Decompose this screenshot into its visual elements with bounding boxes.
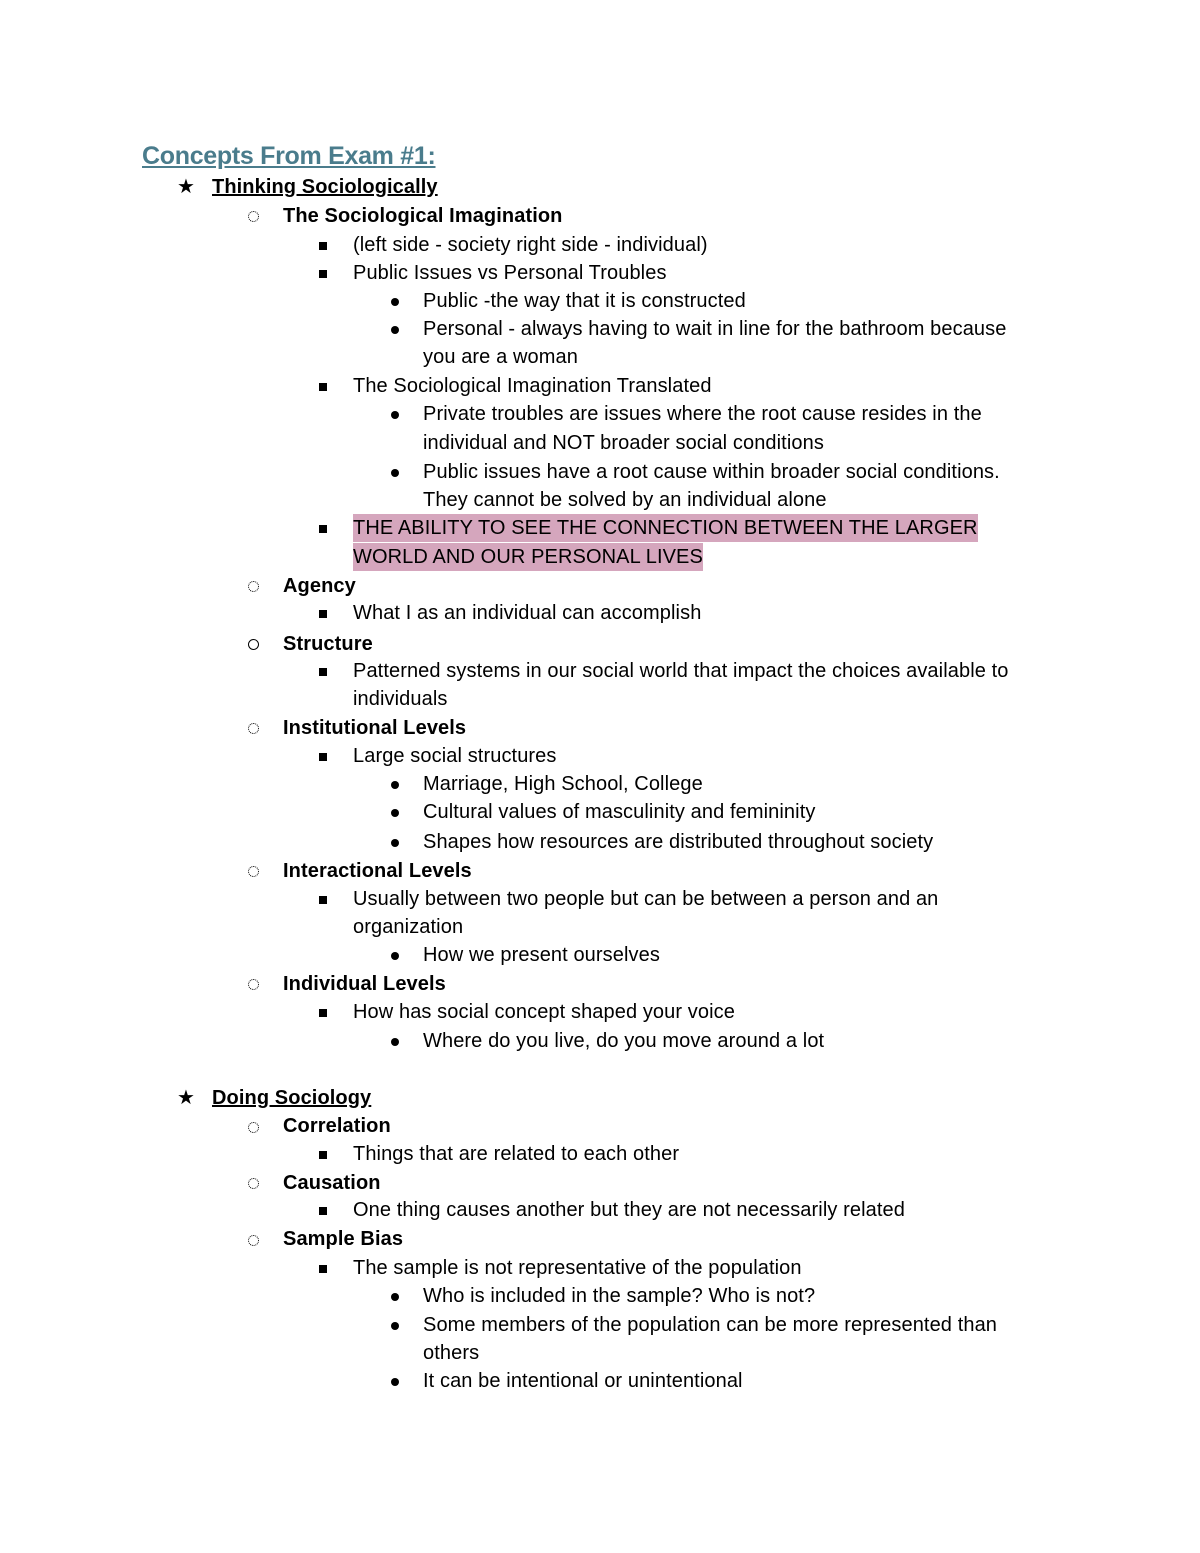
list-item-continuation: individual and NOT broader social conditions — [423, 432, 824, 454]
list-item: Public Issues vs Personal Troubles — [353, 262, 667, 284]
dot-bullet-icon — [391, 1038, 399, 1046]
list-item: Personal - always having to wait in line for the bathroom because — [423, 318, 1007, 340]
dot-bullet-icon — [391, 1322, 399, 1330]
square-bullet-icon — [319, 525, 327, 533]
section-heading: Doing Sociology — [212, 1087, 372, 1109]
dot-bullet-icon — [391, 781, 399, 789]
list-item: Marriage, High School, College — [423, 773, 703, 795]
star-bullet-icon: ★ — [177, 1087, 195, 1109]
list-item: Patterned systems in our social world that impact the choices available to — [353, 660, 1009, 682]
hollow-circle-bullet-icon — [248, 1235, 259, 1246]
square-bullet-icon — [319, 1265, 327, 1273]
topic-heading: Causation — [283, 1172, 381, 1194]
highlighted-list-item: THE ABILITY TO SEE THE CONNECTION BETWEEN THE LARGER — [353, 514, 978, 542]
square-bullet-icon — [319, 668, 327, 676]
topic-heading: Structure — [283, 633, 373, 655]
dot-bullet-icon — [391, 1378, 399, 1386]
dot-bullet-icon — [391, 952, 399, 960]
list-item: Things that are related to each other — [353, 1143, 680, 1165]
square-bullet-icon — [319, 383, 327, 391]
hollow-circle-bullet-icon — [248, 866, 259, 877]
square-bullet-icon — [319, 1151, 327, 1159]
hollow-circle-bullet-icon — [248, 1122, 259, 1133]
topic-heading: The Sociological Imagination — [283, 205, 563, 227]
topic-heading: Individual Levels — [283, 973, 446, 995]
star-bullet-icon: ★ — [177, 176, 195, 198]
hollow-circle-bullet-icon — [248, 1178, 259, 1189]
dot-bullet-icon — [391, 809, 399, 817]
list-item: One thing causes another but they are not necessarily related — [353, 1199, 905, 1221]
list-item-continuation: you are a woman — [423, 346, 578, 368]
section-heading: Thinking Sociologically — [212, 176, 438, 198]
square-bullet-icon — [319, 1207, 327, 1215]
document-title: Concepts From Exam #1: — [142, 142, 436, 170]
square-bullet-icon — [319, 1009, 327, 1017]
list-item: Cultural values of masculinity and femininity — [423, 801, 816, 823]
dot-bullet-icon — [391, 298, 399, 306]
list-item-continuation: organization — [353, 916, 464, 938]
list-item: It can be intentional or unintentional — [423, 1370, 743, 1392]
hollow-circle-bullet-icon — [248, 639, 259, 650]
dot-bullet-icon — [391, 411, 399, 419]
dot-bullet-icon — [391, 326, 399, 334]
square-bullet-icon — [319, 753, 327, 761]
dot-bullet-icon — [391, 469, 399, 477]
square-bullet-icon — [319, 896, 327, 904]
dot-bullet-icon — [391, 1293, 399, 1301]
list-item: Where do you live, do you move around a lot — [423, 1030, 825, 1052]
list-item: Public -the way that it is constructed — [423, 290, 746, 312]
dot-bullet-icon — [391, 839, 399, 847]
list-item: Public issues have a root cause within broader social conditions. — [423, 461, 1000, 483]
hollow-circle-bullet-icon — [248, 581, 259, 592]
list-item: The sample is not representative of the population — [353, 1257, 802, 1279]
topic-heading: Correlation — [283, 1115, 391, 1137]
square-bullet-icon — [319, 242, 327, 250]
square-bullet-icon — [319, 270, 327, 278]
list-item-continuation: others — [423, 1342, 480, 1364]
list-item: Who is included in the sample? Who is not? — [423, 1285, 816, 1307]
topic-heading: Interactional Levels — [283, 860, 472, 882]
list-item: What I as an individual can accomplish — [353, 602, 702, 624]
topic-heading: Sample Bias — [283, 1228, 404, 1250]
topic-heading: Agency — [283, 575, 356, 597]
list-item-continuation: They cannot be solved by an individual alone — [423, 489, 827, 511]
list-item: Private troubles are issues where the root cause resides in the — [423, 403, 982, 425]
list-item: Shapes how resources are distributed throughout society — [423, 831, 934, 853]
hollow-circle-bullet-icon — [248, 211, 259, 222]
list-item: Large social structures — [353, 745, 557, 767]
list-item: How has social concept shaped your voice — [353, 1001, 735, 1023]
list-item: Some members of the population can be more represented than — [423, 1314, 998, 1336]
square-bullet-icon — [319, 610, 327, 618]
list-item: Usually between two people but can be between a person and an — [353, 888, 939, 910]
hollow-circle-bullet-icon — [248, 723, 259, 734]
list-item: How we present ourselves — [423, 944, 660, 966]
list-item-continuation: individuals — [353, 688, 448, 710]
list-item: The Sociological Imagination Translated — [353, 375, 712, 397]
topic-heading: Institutional Levels — [283, 717, 467, 739]
highlighted-list-item-continuation: WORLD AND OUR PERSONAL LIVES — [353, 543, 703, 571]
list-item: (left side - society right side - individual) — [353, 234, 708, 256]
hollow-circle-bullet-icon — [248, 979, 259, 990]
